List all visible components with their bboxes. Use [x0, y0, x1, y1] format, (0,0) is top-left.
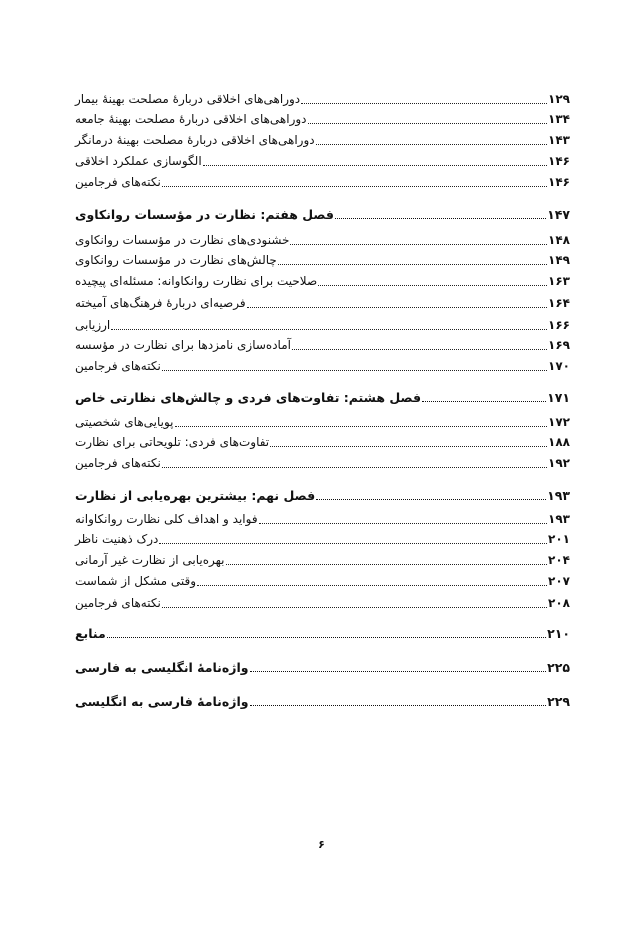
- toc-leader-dots: [318, 285, 547, 286]
- toc-leader-dots: [162, 186, 547, 187]
- toc-entry-page: ۱۲۹: [548, 92, 570, 106]
- toc-entry: [74, 334, 571, 356]
- toc-entry-page: ۲۰۱: [548, 532, 570, 546]
- toc-leader-dots: [316, 499, 546, 500]
- toc-entry-title: دوراهی‌های اخلاقی دربارهٔ مصلحت بهینهٔ جامعه: [75, 112, 307, 126]
- toc-entry-page: ۱۴۹: [548, 253, 570, 267]
- toc-leader-dots: [203, 165, 547, 166]
- toc-leader-dots: [107, 637, 546, 638]
- toc-entry: [74, 411, 571, 433]
- toc-entry-page: ۱۶۶: [548, 318, 570, 332]
- toc-entry-title: چالش‌های نظارت در مؤسسات روانکاوی: [75, 253, 277, 267]
- toc-entry: [74, 150, 571, 172]
- toc-chapter: [74, 203, 571, 225]
- toc-entry: [74, 355, 571, 377]
- toc-leader-dots: [197, 585, 547, 586]
- toc-entry-page: ۱۶۳: [548, 274, 570, 288]
- toc-leader-dots: [247, 307, 547, 308]
- toc-entry-title: تفاوت‌های فردی: تلویحاتی برای نظارت: [75, 435, 270, 449]
- toc-chapter-page: ۱۷۱: [547, 389, 570, 405]
- toc-chapter-title: واژه‌نامهٔ فارسی به انگلیسی: [75, 693, 249, 709]
- toc-entry: [74, 314, 571, 336]
- toc-leader-dots: [278, 264, 547, 265]
- toc-entry: [74, 88, 571, 110]
- toc-leader-dots: [162, 370, 547, 371]
- toc-entry: [74, 431, 571, 453]
- toc-entry-page: ۱۴۸: [548, 233, 570, 247]
- toc-chapter: [74, 484, 571, 506]
- toc-leader-dots: [111, 329, 547, 330]
- toc-leader-dots: [301, 103, 547, 104]
- toc-entry-page: ۱۹۲: [548, 456, 570, 470]
- toc-chapter-title: فصل هشتم: تفاوت‌های فردی و چالش‌های نظارتی خاص: [75, 389, 422, 405]
- toc-entry-title: دوراهی‌های اخلاقی دربارهٔ مصلحت بهینهٔ بیمار: [75, 92, 301, 106]
- toc-entry-page: ۱۶۹: [548, 338, 570, 352]
- toc-entry: [74, 108, 571, 130]
- toc-entry-page: ۱۷۰: [548, 359, 570, 373]
- toc-entry-page: ۱۴۳: [548, 133, 570, 147]
- toc-entry-title: پویایی‌های شخصیتی: [75, 415, 174, 429]
- toc-entry-title: خشنودی‌های نظارت در مؤسسات روانکاوی: [75, 233, 290, 247]
- toc-entry-title: ارزیابی: [75, 318, 111, 332]
- toc-chapter: [74, 386, 571, 408]
- toc-entry: [74, 452, 571, 474]
- toc-chapter: [74, 622, 571, 644]
- toc-entry: [74, 528, 571, 550]
- toc-entry-page: ۱۹۳: [548, 512, 570, 526]
- toc-chapter-page: ۱۴۷: [547, 206, 570, 222]
- toc-leader-dots: [290, 244, 547, 245]
- toc-entry-title: صلاحیت برای نظارت روانکاوانه: مسئله‌ای پیچیده: [75, 274, 318, 288]
- toc-chapter-page: ۲۱۰: [547, 625, 570, 641]
- toc-chapter: [74, 656, 571, 678]
- toc-leader-dots: [259, 523, 547, 524]
- toc-chapter-page: ۱۹۳: [547, 487, 570, 503]
- toc-leader-dots: [316, 144, 547, 145]
- toc-leader-dots: [270, 446, 547, 447]
- toc-entry-page: ۲۰۴: [548, 553, 570, 567]
- toc-entry: [74, 592, 571, 614]
- toc-leader-dots: [335, 218, 546, 219]
- toc-chapter-page: ۲۲۵: [547, 659, 570, 675]
- toc-entry-title: بهره‌یابی از نظارت غیر آرمانی: [75, 553, 225, 567]
- page-number: ۶: [318, 838, 325, 851]
- toc-entry: [74, 292, 571, 314]
- toc-entry-page: ۱۳۴: [548, 112, 570, 126]
- toc-chapter-title: واژه‌نامهٔ انگلیسی به فارسی: [75, 659, 249, 675]
- toc-entry-title: فرصیه‌ای دربارهٔ فرهنگ‌های آمیخته: [75, 296, 246, 310]
- toc-leader-dots: [175, 426, 547, 427]
- toc-entry-title: وقتی مشکل از شماست: [75, 574, 197, 588]
- toc-leader-dots: [226, 564, 548, 565]
- toc-entry-page: ۱۴۶: [548, 154, 570, 168]
- toc-entry-page: ۱۴۶: [548, 175, 570, 189]
- toc-entry: [74, 171, 571, 193]
- toc-leader-dots: [250, 705, 547, 706]
- toc-leader-dots: [308, 123, 547, 124]
- toc-entry-title: دوراهی‌های اخلاقی دربارهٔ مصلحت بهینهٔ درمانگر: [75, 133, 315, 147]
- toc-entry: [74, 508, 571, 530]
- toc-entry: [74, 229, 571, 251]
- toc-entry-title: الگوسازی عملکرد اخلاقی: [75, 154, 202, 168]
- toc-chapter-title: فصل هفتم: نظارت در مؤسسات روانکاوی: [75, 206, 334, 222]
- toc-leader-dots: [292, 349, 547, 350]
- toc-entry-page: ۱۷۲: [548, 415, 570, 429]
- toc-entry-title: نکته‌های فرجامین: [75, 456, 161, 470]
- toc-chapter-page: ۲۲۹: [547, 693, 570, 709]
- toc-entry: [74, 129, 571, 151]
- toc-entry-title: آماده‌سازی نامزدها برای نظارت در مؤسسه: [75, 338, 291, 352]
- toc-leader-dots: [250, 671, 547, 672]
- toc-entry-page: ۱۶۴: [548, 296, 570, 310]
- toc-entry-title: نکته‌های فرجامین: [75, 175, 161, 189]
- toc-entry: [74, 570, 571, 592]
- toc-entry: [74, 549, 571, 571]
- toc-chapter-title: منابع: [75, 625, 106, 641]
- toc-leader-dots: [422, 401, 546, 402]
- toc-leader-dots: [162, 607, 547, 608]
- toc-entry: [74, 249, 571, 271]
- toc-leader-dots: [162, 467, 547, 468]
- toc-entry-page: ۱۸۸: [548, 435, 570, 449]
- toc-entry-title: نکته‌های فرجامین: [75, 359, 161, 373]
- toc-leader-dots: [159, 543, 547, 544]
- toc-entry: [74, 270, 571, 292]
- toc-chapter-title: فصل نهم: بیشترین بهره‌یابی از نظارت: [75, 487, 316, 503]
- toc-entry-page: ۲۰۸: [548, 596, 570, 610]
- toc-entry-title: فواید و اهداف کلی نظارت روانکاوانه: [75, 512, 258, 526]
- toc-chapter: [74, 690, 571, 712]
- toc-entry-title: درک ذهنیت ناظر: [75, 532, 159, 546]
- toc-entry-page: ۲۰۷: [548, 574, 570, 588]
- toc-entry-title: نکته‌های فرجامین: [75, 596, 161, 610]
